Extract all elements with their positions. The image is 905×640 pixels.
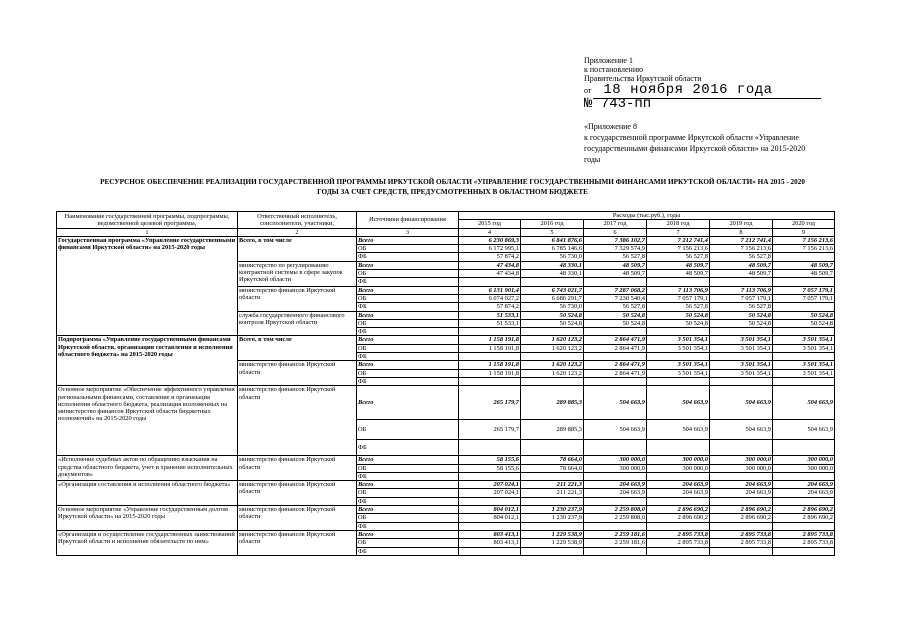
expense-value: 6 743 021,7 (521, 286, 584, 294)
expense-value: 504 663,9 (584, 420, 647, 440)
expense-value (584, 547, 647, 555)
resource-table (56, 211, 835, 556)
expense-value: 50 524,8 (773, 311, 835, 319)
expense-value (710, 328, 773, 336)
expense-value: 1 620 123,2 (521, 336, 584, 344)
expense-value: 50 524,8 (584, 319, 647, 327)
executor-name: министерство финансов Иркутской области (238, 481, 357, 506)
expense-value: 2 259 808,0 (584, 514, 647, 522)
executor-name: министерство по регулированию контрактной системы в сфере закупок Иркутской области (238, 261, 357, 286)
expense-value: 48 509,7 (773, 261, 835, 269)
expense-value: 1 158 191,8 (459, 336, 521, 344)
expense-value: 7 156 213,6 (710, 245, 773, 253)
expense-value: 1 158 191,8 (459, 344, 521, 352)
expense-value: 2 896 690,2 (710, 514, 773, 522)
expense-value (459, 353, 521, 361)
expense-value: 48 509,7 (647, 261, 710, 269)
expense-value: 2 864 471,9 (584, 336, 647, 344)
program-name: Основное мероприятие «Обеспечение эффективного управления региональными финансами, составление и организация исполнения областного бюджета, реализация возложенных на министерство финансов Иркутской области бюджетных полномочий» на 2015-2020 годы (57, 386, 238, 456)
expense-value (459, 472, 521, 480)
head-year: 2016 год (521, 220, 584, 228)
executor-name: министерство финансов Иркутской области (238, 456, 357, 481)
expense-value: 1 230 237,9 (521, 514, 584, 522)
expense-value: 804 012,1 (459, 514, 521, 522)
expense-value: 47 434,8 (459, 270, 521, 278)
table-row (57, 530, 835, 538)
expense-value: 56 527,8 (584, 303, 647, 311)
expense-value: 7 057 179,1 (773, 294, 835, 302)
expense-value: 7 057 179,1 (647, 294, 710, 302)
funding-source: Всего (357, 311, 459, 319)
funding-source: Всего (357, 361, 459, 369)
expense-value: 2 895 733,8 (647, 530, 710, 538)
expense-value (584, 440, 647, 456)
expense-value: 48 509,7 (773, 270, 835, 278)
expense-value (521, 328, 584, 336)
head-year: 2018 год (647, 220, 710, 228)
appendix1-header (584, 56, 702, 83)
expense-value (773, 353, 835, 361)
expense-value (647, 328, 710, 336)
expense-value: 211 221,3 (521, 489, 584, 497)
expense-value (773, 278, 835, 286)
expense-value: 2 896 690,2 (773, 514, 835, 522)
executor-name: министерство финансов Иркутской области (238, 530, 357, 555)
executor-name: министерство финансов Иркутской области (238, 361, 357, 386)
expense-value (459, 497, 521, 505)
expense-value (710, 522, 773, 530)
expense-value: 7 230 540,4 (584, 294, 647, 302)
expense-value: 2 259 181,6 (584, 539, 647, 547)
expense-value: 58 155,6 (459, 456, 521, 464)
expense-value: 58 155,6 (459, 464, 521, 472)
expense-value: 300 000,0 (710, 456, 773, 464)
date-prefix: от (584, 86, 592, 95)
funding-source: ОБ (357, 270, 459, 278)
expense-value: 50 524,8 (710, 319, 773, 327)
funding-source: ФБ (357, 253, 459, 261)
expense-value (459, 328, 521, 336)
head-num: 2 (238, 228, 357, 236)
decree-number: № 743-пп (584, 96, 652, 112)
expense-value (773, 547, 835, 555)
expense-value: 204 663,9 (647, 489, 710, 497)
program-name: Основное мероприятие «Управление государственным долгом Иркутской области» на 2015-2020 годы (57, 506, 238, 531)
expense-value: 3 501 354,1 (710, 361, 773, 369)
appendix8-line2: к государственной программе Иркутской области «Управление (584, 133, 800, 142)
expense-value: 803 413,1 (459, 539, 521, 547)
head-col2: Ответственный исполнитель, соисполнители, участники, (238, 212, 357, 229)
expense-value: 57 874,2 (459, 303, 521, 311)
expense-value: 56 730,0 (521, 253, 584, 261)
expense-value: 204 663,9 (584, 481, 647, 489)
head-num: 4 (459, 228, 521, 236)
expense-value: 48 509,7 (584, 261, 647, 269)
expense-value (584, 278, 647, 286)
head-num: 8 (710, 228, 773, 236)
expense-value (647, 522, 710, 530)
expense-value (521, 472, 584, 480)
expense-value: 2 895 733,8 (647, 539, 710, 547)
expense-value: 211 221,3 (521, 481, 584, 489)
expense-value (521, 377, 584, 385)
funding-source: ОБ (357, 420, 459, 440)
expense-value (521, 522, 584, 530)
head-year: 2019 год (710, 220, 773, 228)
table-row (57, 336, 835, 344)
expense-value: 289 885,3 (521, 420, 584, 440)
expense-value (647, 353, 710, 361)
table-row (57, 386, 835, 420)
funding-source: Всего (357, 261, 459, 269)
expense-value (521, 440, 584, 456)
expense-value: 48 330,1 (521, 270, 584, 278)
expense-value: 2 895 733,8 (773, 539, 835, 547)
expense-value: 2 864 471,9 (584, 369, 647, 377)
executor-name: министерство финансов Иркутской области (238, 386, 357, 456)
expense-value: 6 785 146,6 (521, 245, 584, 253)
funding-source: ФБ (357, 278, 459, 286)
expense-value: 7 287 068,2 (584, 286, 647, 294)
expense-value: 3 501 354,1 (710, 336, 773, 344)
expense-value (647, 497, 710, 505)
executor-name: Всего, в том числе (238, 336, 357, 361)
expense-value: 204 663,9 (584, 489, 647, 497)
expense-value: 3 501 354,1 (773, 369, 835, 377)
head-col1: Наименование государственной программы, подпрограммы, ведомственной целевой программы, (57, 212, 238, 229)
expense-value: 265 179,7 (459, 386, 521, 420)
funding-source: ОБ (357, 294, 459, 302)
expense-value (773, 497, 835, 505)
expense-value: 56 730,0 (521, 303, 584, 311)
expense-value: 7 386 102,7 (584, 236, 647, 244)
decree-date: 18 ноября 2016 года (593, 82, 821, 99)
expense-value: 56 527,8 (710, 303, 773, 311)
expense-value: 51 533,1 (459, 319, 521, 327)
appendix1-line3: Правительства Иркутской области (584, 74, 702, 83)
expense-value (710, 440, 773, 456)
expense-value: 6 172 995,1 (459, 245, 521, 253)
expense-value: 6 131 901,4 (459, 286, 521, 294)
funding-source: ОБ (357, 245, 459, 253)
funding-source: ФБ (357, 328, 459, 336)
table-row (57, 236, 835, 244)
expense-value: 3 501 354,1 (710, 344, 773, 352)
expense-value: 57 874,2 (459, 253, 521, 261)
expense-value: 504 663,9 (710, 386, 773, 420)
appendix8-line4: годы (584, 155, 601, 164)
funding-source: ОБ (357, 319, 459, 327)
funding-source: ОБ (357, 514, 459, 522)
expense-value: 2 896 690,2 (710, 506, 773, 514)
expense-value: 3 501 354,1 (773, 361, 835, 369)
expense-value (647, 278, 710, 286)
expense-value: 2 864 471,9 (584, 361, 647, 369)
expense-value (647, 440, 710, 456)
expense-value: 50 524,8 (647, 319, 710, 327)
expense-value: 1 620 123,2 (521, 369, 584, 377)
funding-source: Всего (357, 286, 459, 294)
expense-value (459, 377, 521, 385)
expense-value: 2 896 690,2 (773, 506, 835, 514)
funding-source: ОБ (357, 539, 459, 547)
expense-value: 3 501 354,1 (710, 369, 773, 377)
table-head-row1 (57, 212, 835, 220)
funding-source: ФБ (357, 303, 459, 311)
funding-source: ФБ (357, 547, 459, 555)
expense-value: 1 158 191,8 (459, 361, 521, 369)
expense-value (584, 497, 647, 505)
executor-name: Всего, в том числе (238, 236, 357, 261)
expense-value: 7 113 706,9 (647, 286, 710, 294)
expense-value: 50 524,8 (710, 311, 773, 319)
head-num: 5 (521, 228, 584, 236)
expense-value: 7 156 213,6 (773, 245, 835, 253)
expense-value: 2 259 808,0 (584, 506, 647, 514)
funding-source: Всего (357, 236, 459, 244)
expense-value: 300 000,0 (647, 456, 710, 464)
expense-value: 6 841 876,6 (521, 236, 584, 244)
expense-value (773, 472, 835, 480)
expense-value: 1 620 123,2 (521, 344, 584, 352)
expense-value: 51 533,1 (459, 311, 521, 319)
expense-value: 56 527,8 (647, 303, 710, 311)
table-row (57, 506, 835, 514)
expense-value: 1 230 237,9 (521, 506, 584, 514)
expense-value (773, 303, 835, 311)
expense-value: 2 864 471,9 (584, 344, 647, 352)
expense-value (710, 547, 773, 555)
funding-source: ФБ (357, 353, 459, 361)
expense-value (647, 472, 710, 480)
title-line2: ГОДЫ ЗА СЧЕТ СРЕДСТВ, ПРЕДУСМОТРЕННЫХ В ОБЛАСТНОМ БЮДЖЕТЕ (317, 188, 588, 196)
expense-value: 3 501 354,1 (773, 344, 835, 352)
expense-value (647, 377, 710, 385)
funding-source: ОБ (357, 464, 459, 472)
expense-value: 78 664,0 (521, 464, 584, 472)
funding-source: ФБ (357, 497, 459, 505)
head-num: 1 (57, 228, 238, 236)
expense-value: 7 156 213,6 (773, 236, 835, 244)
expense-value: 7 057 179,1 (710, 294, 773, 302)
expense-value: 3 501 354,1 (773, 336, 835, 344)
head-col3: Источники финансирования (357, 212, 459, 229)
expense-value: 7 212 741,4 (710, 236, 773, 244)
expense-value: 7 057 179,1 (773, 286, 835, 294)
expense-value: 300 000,0 (773, 456, 835, 464)
expense-value: 2 895 733,8 (710, 530, 773, 538)
expense-value: 6 686 291,7 (521, 294, 584, 302)
expense-value: 2 895 733,8 (710, 539, 773, 547)
expense-value: 48 509,7 (710, 270, 773, 278)
program-name: Подпрограмма «Управление государственными финансами Иркутской области, организация составления и исполнения областного бюджета» на 2015-2020 годы (57, 336, 238, 386)
appendix8-line3: государственными финансами Иркутской области» на 2015-2020 (584, 144, 806, 153)
expense-value: 3 501 354,1 (647, 369, 710, 377)
table-head-numbers (57, 228, 835, 236)
expense-value (710, 377, 773, 385)
expense-value: 207 024,1 (459, 489, 521, 497)
expense-value: 803 413,1 (459, 530, 521, 538)
expense-value: 48 509,7 (710, 261, 773, 269)
expense-value: 50 524,8 (521, 319, 584, 327)
expense-value (584, 377, 647, 385)
funding-source: Всего (357, 386, 459, 420)
expense-value: 504 663,9 (647, 420, 710, 440)
appendix8-header (584, 121, 805, 165)
head-expenses: Расходы (тыс.руб.), годы (459, 212, 835, 220)
funding-source: ОБ (357, 489, 459, 497)
expense-value (773, 522, 835, 530)
expense-value: 3 501 354,1 (647, 361, 710, 369)
program-name: «Организация составления и исполнения областного бюджета» (57, 481, 238, 506)
funding-source: ФБ (357, 522, 459, 530)
expense-value: 504 663,9 (773, 420, 835, 440)
expense-value (710, 497, 773, 505)
expense-value: 50 524,8 (773, 319, 835, 327)
expense-value (773, 377, 835, 385)
program-name: «Организация и осуществление государственных заимствований Иркутской области и исполнение обязательств по ним» (57, 530, 238, 555)
expense-value (459, 440, 521, 456)
expense-value: 1 229 538,9 (521, 530, 584, 538)
expense-value: 265 179,7 (459, 420, 521, 440)
expense-value (459, 547, 521, 555)
expense-value: 204 663,9 (647, 481, 710, 489)
expense-value: 1 158 191,8 (459, 369, 521, 377)
expense-value: 204 663,9 (710, 489, 773, 497)
expense-value: 7 212 741,4 (647, 236, 710, 244)
funding-source: Всего (357, 336, 459, 344)
expense-value: 50 524,8 (584, 311, 647, 319)
expense-value: 2 259 181,6 (584, 530, 647, 538)
expense-value: 56 527,8 (710, 253, 773, 261)
head-year: 2020 год (773, 220, 835, 228)
expense-value: 207 024,1 (459, 481, 521, 489)
funding-source: ФБ (357, 377, 459, 385)
expense-value (459, 522, 521, 530)
expense-value: 6 230 869,3 (459, 236, 521, 244)
expense-value (647, 547, 710, 555)
expense-value: 78 664,0 (521, 456, 584, 464)
expense-value: 6 074 027,2 (459, 294, 521, 302)
expense-value: 7 329 574,9 (584, 245, 647, 253)
expense-value: 300 000,0 (773, 464, 835, 472)
head-num: 6 (584, 228, 647, 236)
funding-source: ОБ (357, 369, 459, 377)
expense-value: 289 885,3 (521, 386, 584, 420)
table-row (57, 456, 835, 464)
head-num: 9 (773, 228, 835, 236)
expense-value: 504 663,9 (647, 386, 710, 420)
expense-value: 50 524,8 (647, 311, 710, 319)
expense-value: 300 000,0 (584, 464, 647, 472)
funding-source: Всего (357, 481, 459, 489)
funding-source: Всего (357, 456, 459, 464)
expense-value (773, 328, 835, 336)
expense-value: 3 501 354,1 (647, 344, 710, 352)
expense-value: 56 527,8 (647, 253, 710, 261)
funding-source: ОБ (357, 344, 459, 352)
expense-value: 7 113 706,9 (710, 286, 773, 294)
expense-value: 48 509,7 (584, 270, 647, 278)
expense-value (710, 353, 773, 361)
expense-value: 204 663,9 (710, 481, 773, 489)
funding-source: Всего (357, 506, 459, 514)
expense-value: 56 527,8 (584, 253, 647, 261)
expense-value: 204 663,9 (773, 489, 835, 497)
expense-value: 504 663,9 (773, 386, 835, 420)
head-year: 2015 год (459, 220, 521, 228)
expense-value: 204 663,9 (773, 481, 835, 489)
expense-value (584, 353, 647, 361)
appendix1-line2: к постановлению (584, 65, 644, 74)
expense-value: 7 156 213,6 (647, 245, 710, 253)
expense-value: 300 000,0 (647, 464, 710, 472)
expense-value: 504 663,9 (584, 386, 647, 420)
funding-source: ФБ (357, 440, 459, 456)
head-year: 2017 год (584, 220, 647, 228)
funding-source: Всего (357, 530, 459, 538)
expense-value (521, 353, 584, 361)
document-title (40, 177, 865, 197)
expense-value (710, 472, 773, 480)
program-name: «Исполнение судебных актов по обращению взыскания на средства областного бюджета, учет и хранение исполнительных документов» (57, 456, 238, 481)
table-body (57, 236, 835, 555)
head-num: 7 (647, 228, 710, 236)
expense-value (521, 547, 584, 555)
appendix1-line1: Приложение 1 (584, 56, 633, 65)
expense-value: 504 663,9 (710, 420, 773, 440)
expense-value (584, 472, 647, 480)
expense-value: 300 000,0 (710, 464, 773, 472)
executor-name: служба государственного финансового контроля Иркутской области (238, 311, 357, 336)
expense-value (521, 278, 584, 286)
expense-value: 3 501 354,1 (647, 336, 710, 344)
expense-value: 2 895 733,8 (773, 530, 835, 538)
expense-value: 1 620 123,2 (521, 361, 584, 369)
expense-value: 2 896 690,2 (647, 514, 710, 522)
table-row (57, 481, 835, 489)
expense-value (459, 278, 521, 286)
expense-value (710, 278, 773, 286)
expense-value: 1 229 538,9 (521, 539, 584, 547)
expense-value: 300 000,0 (584, 456, 647, 464)
expense-value: 48 330,1 (521, 261, 584, 269)
expense-value: 2 896 690,2 (647, 506, 710, 514)
head-num: 3 (357, 228, 459, 236)
expense-value (773, 253, 835, 261)
expense-value: 804 012,1 (459, 506, 521, 514)
expense-value (773, 440, 835, 456)
funding-source: ФБ (357, 472, 459, 480)
expense-value (521, 497, 584, 505)
program-name: Государственная программа «Управление государственными финансами Иркутской области» на 2015-2020 годы (57, 236, 238, 336)
executor-name: министерство финансов Иркутской области (238, 506, 357, 531)
executor-name: министерство финансов Иркутской области (238, 286, 357, 311)
title-line1: РЕСУРСНОЕ ОБЕСПЕЧЕНИЕ РЕАЛИЗАЦИИ ГОСУДАРСТВЕННОЙ ПРОГРАММЫ ИРКУТСКОЙ ОБЛАСТИ «УПРАВЛЕНИЕ ГОСУДАРСТВЕННЫМИ ФИНАНСАМИ ИРКУТСКОЙ ОБЛАСТИ» НА 2015 - 2020 (100, 178, 805, 186)
expense-value: 50 524,8 (521, 311, 584, 319)
expense-value: 48 509,7 (647, 270, 710, 278)
expense-value (584, 328, 647, 336)
appendix8-line1: «Приложение 8 (584, 122, 637, 131)
expense-value (584, 522, 647, 530)
expense-value: 47 434,8 (459, 261, 521, 269)
